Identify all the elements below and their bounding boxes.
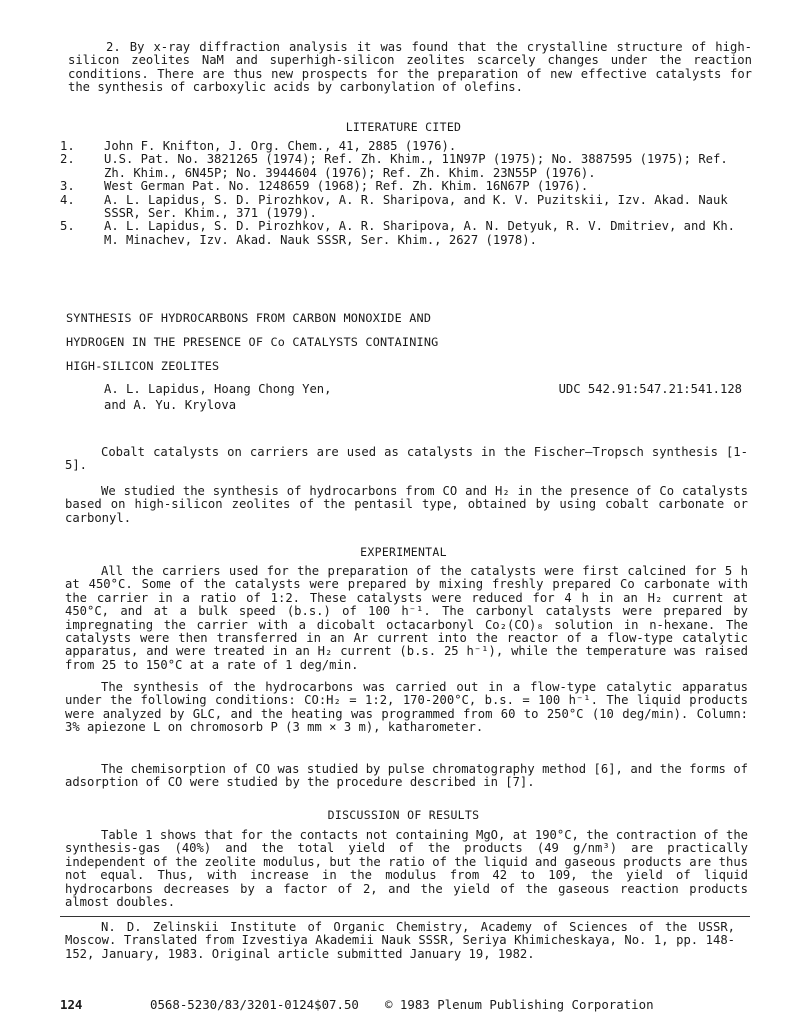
reference-number: 4.	[60, 192, 75, 207]
body-paragraph: Cobalt catalysts on carriers are used as catalysts in the Fischer–Tropsch synthesis [1-5].	[65, 445, 748, 473]
authors-line: and A. Yu. Krylova	[104, 398, 237, 412]
article-title-line: HYDROGEN IN THE PRESENCE OF Co CATALYSTS CONTAINING	[66, 335, 439, 349]
page-number: 124	[60, 997, 83, 1012]
reference-item	[60, 153, 750, 180]
reference-text: U.S. Pat. No. 3821265 (1974); Ref. Zh. Khim., 11N97P (1975); No. 3887595 (1975); Ref. Zh. Khim., 6N45P; No. 3944604 (1976); Ref. Zh. Khim. 23N55P (1976).	[104, 152, 728, 180]
body-paragraph: All the carriers used for the preparation of the catalysts were first calcined for 5 h at 450°C. Some of the catalysts were prepared by mixing freshly prepared Co carbonate with the carrier in a ratio of 1:2. These catalysts were reduced for 4 h in an H₂ current at 450°C, and at a bulk speed (b.s.) of 100 h⁻¹. The carbonyl catalysts were prepared by impregnating the carrier with a dicobalt octacarbonyl Co₂(CO)₈ solution in n-hexane. The catalysts were then transferred in an Ar current into the reactor of a flow-type catalytic apparatus, and were treated in an H₂ current (b.s. 25 h⁻¹), while the temperature was raised from 25 to 150°C at a rate of 1 deg/min.	[65, 564, 748, 672]
reference-item	[60, 220, 750, 247]
reference-text: A. L. Lapidus, S. D. Pirozhkov, A. R. Sharipova, and K. V. Puzitskii, Izv. Akad. Nauk SSSR, Ser. Khim., 371 (1979).	[104, 192, 728, 221]
reference-text: West German Pat. No. 1248659 (1968); Ref. Zh. Khim. 16N67P (1976).	[104, 179, 589, 194]
udc-code: UDC 542.91:547.21:541.128	[558, 382, 742, 396]
article-title-line: SYNTHESIS OF HYDROCARBONS FROM CARBON MONOXIDE AND	[66, 311, 432, 325]
article-title	[66, 306, 438, 378]
literature-heading: LITERATURE CITED	[345, 120, 462, 134]
journal-code: 0568-5230/83/3201-0124$07.50	[150, 997, 359, 1012]
body-paragraph: Table 1 shows that for the contacts not containing MgO, at 190°C, the contraction of the synthesis-gas (40%) and the total yield of the products (49 g/nm³) are practically independent of the zeolite modulus, but the ratio of the liquid and gaseous products are thus not equal. Thus, with increase in the modulus from 42 to 109, the yield of liquid hydrocarbons decreases by a factor of 2, and the yield of the gaseous reaction products almost doubles.	[65, 828, 748, 910]
authors-line: A. L. Lapidus, Hoang Chong Yen,	[104, 382, 332, 396]
experimental-heading: EXPERIMENTAL	[360, 545, 447, 559]
reference-number: 3.	[60, 179, 75, 194]
intro-paragraph: 2. By x-ray diffraction analysis it was found that the crystalline structure of high-silicon zeolites NaM and superhigh-silicon zeolites scarcely changes under the reaction conditions. There are thus new prospects for the preparation of new effective catalysts for the synthesis of carboxylic acids by carbonylation of olefins.	[68, 40, 752, 95]
reference-text: John F. Knifton, J. Org. Chem., 41, 2885 (1976).	[104, 139, 457, 153]
reference-number: 2.	[60, 152, 75, 167]
reference-number: 1.	[60, 139, 75, 153]
reference-item	[60, 180, 750, 193]
reference-item	[60, 194, 750, 221]
reference-number: 5.	[60, 219, 75, 234]
body-paragraph: The synthesis of the hydrocarbons was carried out in a flow-type catalytic apparatus under the following conditions: CO:H₂ = 1:2, 170-200°C, b.s. = 100 h⁻¹. The liquid products were analyzed by GLC, and the heating was programmed from 60 to 250°C (10 deg/min). Column: 3% apiezone L on chromosorb P (3 mm × 3 m), katharometer.	[65, 680, 748, 735]
reference-text: A. L. Lapidus, S. D. Pirozhkov, A. R. Sharipova, A. N. Detyuk, R. V. Dmitriev, and Kh. M. Minachev, Izv. Akad. Nauk SSSR, Ser. Khim., 2627 (1978).	[104, 219, 736, 247]
copyright-notice: © 1983 Plenum Publishing Corporation	[385, 997, 654, 1012]
footnote-divider	[60, 916, 750, 917]
article-title-line: HIGH-SILICON ZEOLITES	[66, 359, 220, 373]
reference-list	[60, 140, 750, 247]
affiliation-footnote: N. D. Zelinskii Institute of Organic Chemistry, Academy of Sciences of the USSR, Moscow. Translated from Izvestiya Akademii Nauk SSSR, Seriya Khimicheskaya, No. 1, pp. 148-152, January, 1983. Original article submitted January 19, 1982.	[65, 920, 735, 961]
body-paragraph: The chemisorption of CO was studied by pulse chromatography method [6], and the forms of adsorption of CO were studied by the procedure described in [7].	[65, 762, 748, 790]
discussion-heading: DISCUSSION OF RESULTS	[327, 808, 480, 822]
body-paragraph: We studied the synthesis of hydrocarbons from CO and H₂ in the presence of Co catalysts based on high-silicon zeolites of the pentasil type, obtained by using cobalt carbonate or carbonyl.	[65, 484, 748, 525]
article-authors	[104, 381, 331, 413]
reference-item	[60, 140, 750, 153]
